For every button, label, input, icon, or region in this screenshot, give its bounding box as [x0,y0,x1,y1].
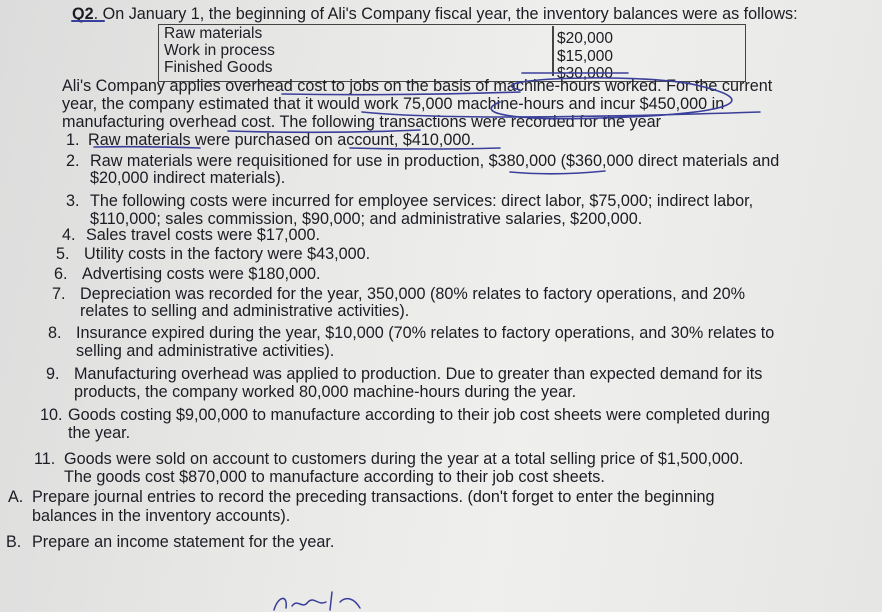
table-label-raw-materials: Raw materials [164,25,263,42]
list-item-continuation: relates to selling and administrative activities). [80,302,410,320]
list-item-continuation: products, the company worked 80,000 machine-hours during the year. [74,383,577,401]
question-number: Q2 [72,5,94,23]
task-b: B. Prepare an income statement for the year. [6,533,335,551]
list-item: 9. Manufacturing overhead was applied to production. Due to greater than expected demand for its [46,365,763,383]
list-item-continuation: $110,000; sales commission, $90,000; and administrative salaries, $200,000. [90,210,643,228]
paragraph-line-1: Ali's Company applies overhead cost to jobs on the basis of machine-hours worked. For the current [62,77,773,95]
list-item: 3. The following costs were incurred for employee services: direct labor, $75,000; indirect labor, [66,192,754,210]
table-label-finished-goods: Finished Goods [164,59,273,76]
task-a-continuation: balances in the inventory accounts). [32,507,291,525]
list-item-continuation: selling and administrative activities). [76,342,335,360]
table-label-work-in-process: Work in process [164,42,275,59]
list-item-continuation: the year. [68,424,131,442]
list-item: 5. Utility costs in the factory were $43,000. [56,245,371,263]
table-value-work-in-process: $15,000 [557,48,614,65]
list-item: 4. Sales travel costs were $17,000. [62,226,320,244]
table-value-raw-materials: $20,000 [557,30,614,47]
task-a: A. Prepare journal entries to record the preceding transactions. (don't forget to enter the beginning [8,488,715,506]
list-item: 11. Goods were sold on account to customers during the year at a total selling price of $1,500,000. [34,450,744,468]
table-value-finished-goods: $30,000 [557,65,614,82]
handwritten-scribble [270,588,390,612]
paragraph-line-3: manufacturing overhead cost. The following transactions were recorded for the year [62,113,661,131]
list-item: 2. Raw materials were requisitioned for use in production, $380,000 ($360,000 direct materials and [66,152,780,170]
list-item: 6. Advertising costs were $180,000. [54,265,321,283]
list-item: 8. Insurance expired during the year, $10,000 (70% relates to factory operations, and 30% relates to [48,324,775,342]
list-item-continuation: $20,000 indirect materials). [90,169,286,187]
list-item-continuation: The goods cost $870,000 to manufacture according to their job cost sheets. [64,468,605,486]
paragraph-line-2: year, the company estimated that it would work 75,000 machine-hours and incur $450,000 in [62,95,725,113]
list-item: 1. Raw materials were purchased on account, $410,000. [66,131,475,149]
list-item: 7. Depreciation was recorded for the year, 350,000 (80% relates to factory operations, and 20% [52,285,745,303]
question-intro: . On January 1, the beginning of Ali's Company fiscal year, the inventory balances were as follows: [93,5,798,23]
list-item: 10. Goods costing $9,00,000 to manufacture according to their job cost sheets were completed during [40,406,770,424]
